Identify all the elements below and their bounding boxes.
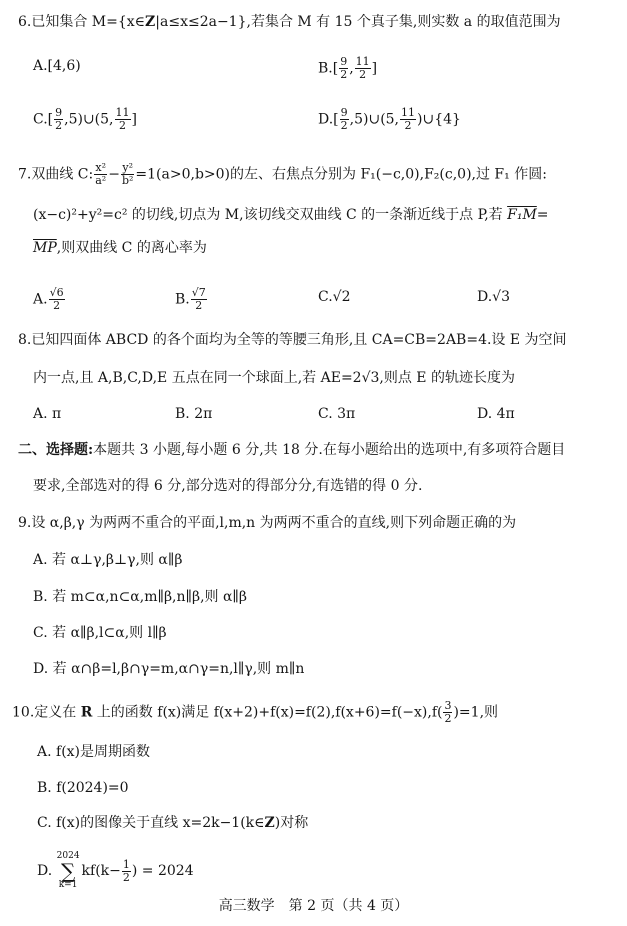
q9-option-a: A. 若 α⊥γ,β⊥γ,则 α∥β (33, 552, 183, 568)
q9-option-b: B. 若 m⊂α,n⊂α,m∥β,n∥β,则 α∥β (33, 589, 247, 605)
q9-option-d: D. 若 α∩β=l,β∩γ=m,α∩γ=n,l∥γ,则 m∥n (33, 661, 305, 677)
q6-option-a: A.[4,6) (33, 58, 81, 74)
q8-stem-line2: 内一点,且 A,B,C,D,E 五点在同一个球面上,若 AE=2√3,则点 E 的轨迹长度为 (33, 370, 515, 386)
q10-option-d: D. 2024 ∑ k=1kf(k− $\frac{1}{2}$ ) = 2024 (37, 851, 194, 890)
q10-option-c: C. f(x)的图像关于直线 x=2k−1(k∈Z)对称 (37, 815, 309, 831)
q7-stem-line2: (x−c)²+y²=c² 的切线,切点为 M,该切线交双曲线 C 的一条渐近线于点 P,若 F₁M= (33, 207, 549, 223)
q8-option-b: B. 2π (175, 406, 213, 422)
section2-instructions-line1: 二、选择题:本题共 3 小题,每小题 6 分,共 18 分.在每小题给出的选项中,有多项符合题目 (18, 442, 566, 458)
q8-option-c: C. 3π (318, 406, 356, 422)
q7-option-d: D.√3 (477, 289, 511, 305)
q9-stem: 9.设 α,β,γ 为两两不重合的平面,l,m,n 为两两不重合的直线,则下列命题正确的为 (18, 515, 517, 531)
q10-option-b: B. f(2024)=0 (37, 780, 129, 796)
q6-option-c: C.[ $\frac{9}{2}$ ,5)∪(5, $\frac{11}{2}$ ] (33, 106, 137, 132)
section2-instructions-line2: 要求,全部选对的得 6 分,部分选对的得部分分,有选错的得 0 分. (33, 478, 423, 494)
q7-option-c: C.√2 (318, 289, 351, 305)
q10-stem: 10.定义在 R 上的函数 f(x)满足 f(x+2)+f(x)=f(2),f(x+6)=f(−x),f( $\frac{3}{2}$ )=1,则 (12, 699, 499, 725)
q6-option-d: D.[ $\frac{9}{2}$ ,5)∪(5, $\frac{11}{2}$ )∪{4} (318, 106, 461, 132)
q8-option-a: A. π (33, 406, 62, 422)
page-footer: 高三数学 第 2 页（共 4 页） (218, 898, 409, 914)
q10-option-a: A. f(x)是周期函数 (37, 744, 151, 760)
q8-option-d: D. 4π (477, 406, 515, 422)
q6-stem: 6.已知集合 M={x∈Z|a≤x≤2a−1},若集合 M 有 15 个真子集,则实数 a 的取值范围为 (18, 14, 561, 30)
q7-stem-line1: 7.双曲线 C: $\frac{\text{x²}}{\text{a²}}$ − $\frac{\text{y²}}{\text{b²}}$ =1(a>0,b>0)的左、右焦点分别为 F₁(−c,0),F₂(c,0),过 F₁ 作圆: (18, 161, 547, 187)
q7-option-a: A. $\frac{√6}{2}$ (33, 286, 64, 312)
q8-stem-line1: 8.已知四面体 ABCD 的各个面均为全等的等腰三角形,且 CA=CB=2AB=4.设 E 为空间 (18, 332, 567, 348)
q9-option-c: C. 若 α∥β,l⊂α,则 l∥β (33, 625, 167, 641)
q6-option-b: B.[ $\frac{9}{2}$ , $\frac{11}{2}$ ] (318, 55, 378, 81)
section2-heading: 二、选择题: (18, 442, 94, 458)
summation-sign: 2024 ∑ k=1 (56, 851, 80, 890)
q7-stem-line3: $\overline{MP}$,则双曲线 C 的离心率为 (33, 240, 207, 256)
q7-option-b: B. $\frac{√7}{2}$ (175, 286, 206, 312)
